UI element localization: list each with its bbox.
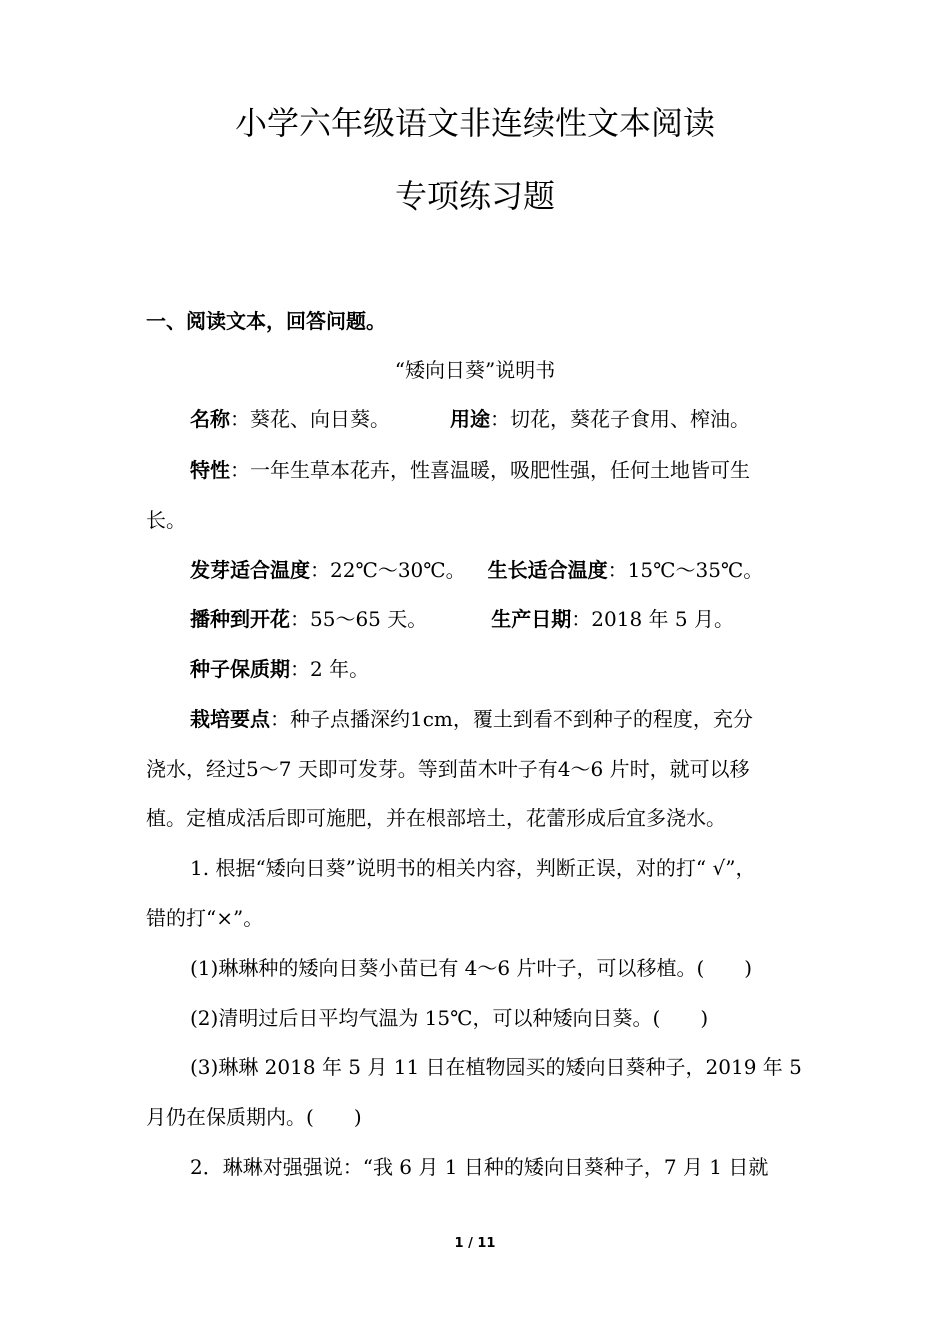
section-heading: 一、阅读文本，回答问题。 [146,309,386,333]
field-row-bloom-date [190,605,820,633]
question-1-2: (2)清明过后日平均气温为 15℃，可以种矮向日葵。( ) [190,1006,709,1030]
date-label: 生产日期 [491,607,572,631]
field-row-temperature [190,556,820,584]
question-1-3-cont: 月仍在保质期内。( ) [146,1105,362,1129]
grow-label: 生长适合温度 [487,558,608,582]
use-label: 用途 [450,407,490,431]
name-value: ：葵花、向日葵。 [230,407,390,431]
grow-value: ：15℃～35℃。 [607,558,764,582]
field-row-cultivation [190,705,820,733]
cultivation-line-2: 浇水，经过5～7 天即可发芽。等到苗木叶子有4～6 片时，就可以移 [146,757,750,781]
use-value: ：切花，葵花子食用、榨油。 [490,407,750,431]
cultivation-line-3: 植。定植成活后即可施肥，并在根部培土，花蕾形成后宜多浇水。 [146,806,726,830]
germ-value: ：22℃～30℃。 [310,558,466,582]
instruction-title: “矮向日葵”说明书 [394,358,556,382]
cult-value: ：种子点播深约1cm，覆土到看不到种子的程度，充分 [270,707,753,731]
shelf-value: ：2 年。 [290,657,370,681]
question-1: 1. 根据“矮向日葵”说明书的相关内容，判断正误，对的打“ √”， [190,856,756,880]
document-subtitle: 专项练习题 [394,177,555,215]
bloom-value: ：55～65 天。 [290,607,428,631]
trait-continuation: 长。 [146,508,186,532]
page-number: 1 / 11 [454,1236,496,1251]
bloom-label: 播种到开花 [190,607,290,631]
germ-label: 发芽适合温度 [190,558,310,582]
trait-label: 特性 [190,458,230,482]
field-row-trait [190,456,820,484]
shelf-label: 种子保质期 [190,657,290,681]
question-2: 2．琳琳对强强说：“我 6 月 1 日种的矮向日葵种子，7 月 1 日就 [190,1155,769,1179]
document-title: 小学六年级语文非连续性文本阅读 [234,104,715,142]
name-label: 名称 [190,407,230,431]
question-1-3: (3)琳琳 2018 年 5 月 11 日在植物园买的矮向日葵种子，2019 年 5 [190,1055,802,1079]
trait-value: ：一年生草本花卉，性喜温暖，吸肥性强，任何土地皆可生 [230,458,750,482]
field-row-name-use [190,405,820,433]
field-row-shelf [190,655,820,683]
question-1-1: (1)琳琳种的矮向日葵小苗已有 4～6 片叶子，可以移植。( ) [190,956,753,980]
question-1-cont: 错的打“×”。 [146,906,264,930]
date-value: ：2018 年 5 月。 [571,607,734,631]
cult-label: 栽培要点 [190,707,270,731]
